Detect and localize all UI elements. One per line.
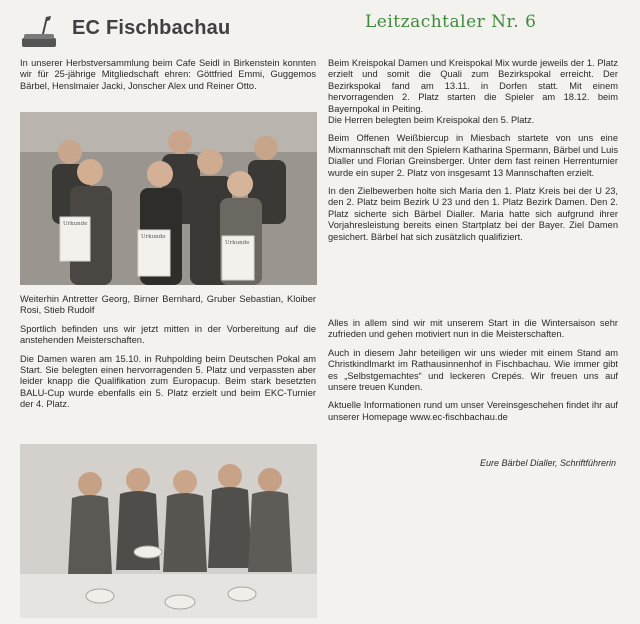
- right-column-bottom-text: [328, 318, 618, 430]
- herren-paragraph: Die Herren belegten beim Kreispokal den 5. Platz.: [328, 115, 535, 126]
- curling-stone-logo-icon: [20, 12, 58, 50]
- right-column-top-text: [328, 58, 618, 250]
- honorees-photo-image: [20, 112, 317, 285]
- zielbewerb-paragraph: In den Zielbewerben holte sich Maria den 1. Platz Kreis bei der U 23, den 2. Platz beim Bezirk U 23 und den 1. Platz Bezirk Damen. Den 2. Platz sicherte sich Bärbel Dialler. Maria hatte sich aufgrund ihrer Vorjahresleistung bereits einen Startplatz bei der Bayer. Ziel Damen gesichert. Bärbel hat sich zusätzlich qualifiziert.: [328, 186, 618, 242]
- club-name: EC Fischbachau: [72, 17, 231, 39]
- issue-title: Leitzachtaler Nr. 6: [365, 12, 537, 32]
- season-prep-paragraph: Sportlich befinden uns wir jetzt mitten in der Vorbereitung auf die anstehenden Meisterschaften.: [20, 323, 316, 346]
- kreispokal-paragraph: Beim Kreispokal Damen und Kreispokal Mix wurde jeweils der 1. Platz erzielt und somit die Quali zum Bezirkspokal erreicht. Der Bezirkspokal fand am 13.11. in Dorfen statt. Mit einem hervorragenden 2. Platz starten die Spieler am 18.12. beim Bayernpokal in Peiting.: [328, 58, 618, 114]
- additional-honorees-paragraph: Weiterhin Antretter Georg, Birner Bernhard, Gruber Sebastian, Kloiber Rosi, Stieb Rudolf: [20, 294, 316, 316]
- ladies-cup-paragraph: Die Damen waren am 15.10. in Ruhpolding beim Deutschen Pokal am Start. Sie belegten einen hervorragenden 5. Platz und verpassten aber leider knapp die Qualifikation zum Europacup. Beim stark besetzten BALU-Cup wurde ebenfalls ein 5. Platz erzielt und beim EKC-Turnier der 4. Platz.: [20, 353, 316, 410]
- certificate-label-1: Urkunde: [63, 221, 88, 227]
- certificate-label-3: Urkunde: [225, 240, 250, 246]
- intro-paragraph-block: [20, 58, 316, 99]
- left-column-text: [20, 294, 316, 418]
- christkindlmarkt-paragraph: Auch in diesem Jahr beteiligen wir uns wieder mit einem Stand am Christkindlmarkt im Rathausinnenhof in Fischbachau. Wie immer gibt es „Selbstgemachtes“ und leckeren Crepés. Wir freuen uns auf unsere treuen Kunden.: [328, 347, 618, 393]
- signature: Eure Bärbel Dialler, Schriftführerin: [479, 458, 616, 468]
- intro-paragraph: In unserer Herbstversammlung beim Cafe Seidl in Birkenstein konnten wir für 25-jährige Mitgliedschaft ehren: Göttfried Emmi, Guggemos Bärbel, Henslmaier Jacki, Jonscher Alex und Reiner Otto.: [20, 58, 316, 91]
- homepage-paragraph: Aktuelle Informationen rund um unser Vereinsgeschehen findet ihr auf unserer Homepage www.ec-fischbachau.de: [328, 400, 618, 422]
- honorees-group-photo: [20, 112, 317, 285]
- ladies-team-photo-image: [20, 444, 317, 618]
- ladies-team-photo: [20, 444, 317, 618]
- weissbiercup-paragraph: Beim Offenen Weißbiercup in Miesbach startete von uns eine Mixmannschaft mit den Spielern Katharina Spermann, Bärbel und Luis Dialler und Florian Greinsberger. Unter dem fast reinen Herrenturnier wurde ein super 2. Platz von insgesamt 13 Mannschaften erzielt.: [328, 133, 618, 178]
- certificate-label-2: Urkunde: [141, 234, 166, 240]
- wintersaison-paragraph: Alles in allem sind wir mit unserem Start in die Wintersaison sehr zufrieden und gehen motiviert nun in die Meisterschaften.: [328, 318, 618, 340]
